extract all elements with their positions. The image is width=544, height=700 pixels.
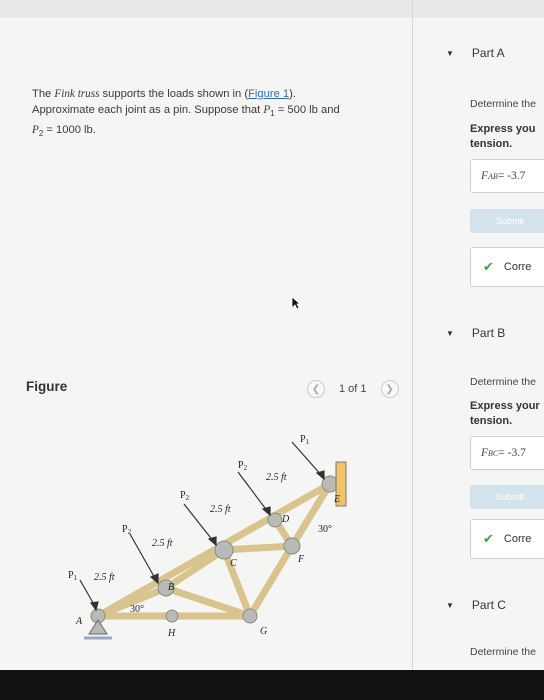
pin-support [84, 620, 112, 638]
svg-text:G: G [260, 626, 268, 637]
pager-count: 1 of 1 [339, 383, 367, 395]
panel-divider [412, 0, 413, 700]
part-b-answer-field[interactable] [470, 436, 544, 470]
answer-subscript: BC [488, 448, 499, 458]
figure-pager [307, 380, 399, 398]
svg-text:F: F [298, 554, 305, 565]
svg-text:P1: $P_1$ [68, 570, 78, 582]
p1-subscript: 1 [270, 109, 275, 119]
triangle-down-icon: ▼ [446, 48, 454, 58]
tension-line: tension. [470, 138, 513, 150]
part-a-answer-field[interactable] [470, 159, 544, 193]
svg-text:E: E [334, 494, 341, 505]
part-a-submit-button[interactable]: Submit [470, 209, 544, 233]
part-b-submit-button[interactable]: Submit [470, 485, 544, 509]
svg-text:P2: $P_2$ [122, 524, 132, 536]
answer-variable: F [481, 170, 489, 182]
triangle-down-icon: ▼ [446, 328, 454, 338]
svg-text:2.5 ft: 2.5 ft [210, 504, 231, 515]
svg-text:30°: 30° [130, 604, 144, 615]
part-c-header[interactable] [446, 598, 506, 612]
part-a-instructions [470, 122, 535, 152]
p1-value: = 500 lb and [274, 104, 340, 116]
status-text: Corre [503, 533, 532, 545]
triangle-down-icon: ▼ [446, 600, 454, 610]
part-b-title: Part B [471, 326, 506, 340]
mouse-cursor-icon [291, 296, 301, 310]
problem-text: ). [289, 88, 296, 100]
svg-text:30°: 30° [318, 524, 332, 535]
tension-line: tension. [470, 415, 513, 427]
svg-text:2.5 ft: 2.5 ft [94, 572, 115, 583]
figure-label: Figure [26, 379, 68, 394]
svg-text:A: A [76, 616, 83, 627]
express-line: Express you [470, 123, 536, 135]
status-text: Corre [503, 261, 532, 273]
express-line: Express your [470, 400, 540, 412]
svg-text:H: H [168, 628, 176, 639]
checkmark-icon: ✔ [483, 531, 494, 546]
svg-text:D: D [282, 514, 290, 525]
part-b-header[interactable] [446, 326, 505, 340]
svg-text:C: C [230, 558, 237, 569]
svg-text:P2: $P_2$ [180, 490, 190, 502]
answer-value: = -3.7 [497, 170, 526, 182]
svg-text:P2: $P_2$ [238, 460, 248, 472]
problem-emphasis: Fink truss [54, 88, 100, 100]
p2-value: = 1000 lb. [43, 124, 96, 137]
problem-statement [32, 86, 402, 142]
problem-text: supports the loads shown in ( [99, 88, 249, 100]
chevron-right-icon[interactable]: ❯ [381, 380, 399, 398]
part-a-status [470, 247, 544, 287]
checkmark-icon: ✔ [483, 259, 494, 274]
part-a-prompt: Determine the [470, 98, 536, 110]
svg-text:2.5 ft: 2.5 ft [152, 538, 173, 549]
problem-text: The [32, 88, 55, 100]
part-b-prompt: Determine the [470, 376, 536, 388]
p1-symbol: P [263, 104, 271, 116]
part-c-prompt: Determine the [470, 646, 536, 658]
truss-figure [60, 420, 360, 650]
answer-subscript: AB [488, 171, 498, 181]
chevron-left-icon[interactable]: ❮ [307, 380, 325, 398]
part-b-status [470, 519, 544, 559]
svg-text:2.5 ft: 2.5 ft [266, 472, 287, 483]
answer-variable: F [481, 447, 489, 459]
svg-text:B: B [168, 582, 175, 593]
part-a-header[interactable] [446, 46, 505, 60]
answer-value: = -3.7 [498, 447, 526, 459]
p2-subscript: 2 [38, 129, 44, 139]
load-arrows [80, 442, 324, 610]
problem-text: Approximate each joint as a pin. Suppose that [32, 104, 264, 116]
part-a-title: Part A [471, 46, 505, 60]
top-band [0, 0, 544, 18]
svg-text:P1: $P_1$ [300, 434, 310, 446]
part-b-instructions [470, 399, 540, 429]
part-c-title: Part C [471, 598, 506, 612]
figure-link[interactable]: Figure 1 [248, 88, 290, 100]
p2-symbol: P [32, 124, 39, 137]
bottom-band [0, 670, 544, 700]
